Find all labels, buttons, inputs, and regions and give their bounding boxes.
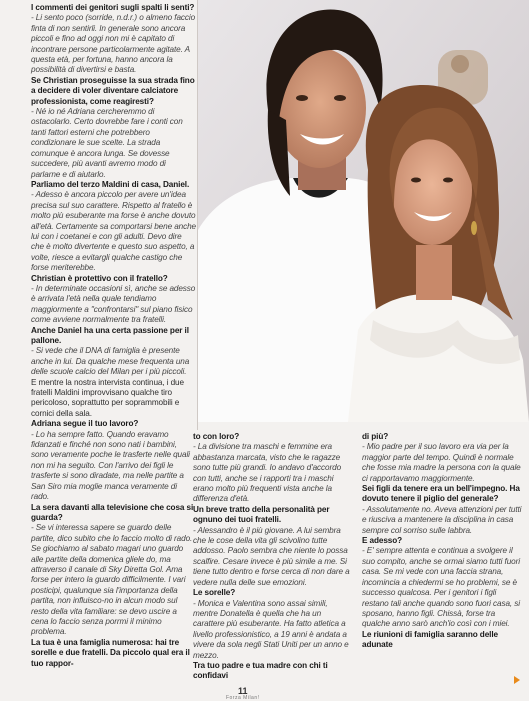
question: Tra tuo padre e tua madre con chi ti confidavi <box>193 660 328 681</box>
question: di più? <box>362 432 389 441</box>
answer: - Monica e Valentina sono assai simili, mentre Donatella è quella che ha un carattere più esuberante. Ha fatto atletica a livello professionistico, a 19 anni è andata a vivere da sola negli Stati Uniti per un anno e mezzo. <box>193 598 349 660</box>
question: La sera davanti alla televisione che cosa si guarda? <box>31 502 194 522</box>
answer: - E' sempre attenta e continua a svolgere il suo compito, anche se ormai siamo tutti fuori casa. Se mi vede con una faccia strana, incomincia a chiedermi se ho problemi, se è successo qualcosa. Per i genitori i figli restano tali anche quando sono fuori casa, si sposano, hanno figli. Chissà, forse tra qualche anno sarò anch'io così con i miei. <box>362 546 520 629</box>
question: Le sorelle? <box>193 588 236 598</box>
question: I commenti dei genitori sugli spalti li senti? <box>31 3 195 12</box>
narrative-text: E mentre la nostra intervista continua, i due fratelli Maldini improvvisano qualche tiro pericoloso, soprattutto per soprammobili e cornici della sala. <box>31 377 184 418</box>
answer: - Mio padre per il suo lavoro era via per la maggior parte del tempo. Quindi è normale che fosse mia madre la persona con la quale ci rapportavamo maggiormente. <box>362 442 521 483</box>
middle-column <box>193 432 351 682</box>
question: La tua è una famiglia numerosa: hai tre sorelle e due fratelli. Da piccolo qual era il tuo rappor- <box>31 637 190 668</box>
question: Se Christian proseguisse la sua strada fino a decidere di voler diventare calciatore professionista, come reagiresti? <box>31 75 195 106</box>
couple-photo <box>198 0 529 422</box>
question: Un breve tratto della personalità per ognuno dei tuoi fratelli. <box>193 504 330 525</box>
question: Le riunioni di famiglia saranno delle adunate <box>362 629 498 650</box>
answer: - Li sento poco (sorride, n.d.r.) o almeno faccio finta di non sentirli. In generale sono ancora piccoli e fino ad oggi non mi è capitato di incontrare persone particolarmente agitate. A questa età, per fortuna, hanno ancora la possibilità di divertirsi e basta. <box>31 13 196 75</box>
answer: - Adesso è ancora piccolo per avere un'idea precisa sul suo carattere. Rispetto al fratello è molto più esuberante ma forse è anche dovuto all'età. Certamente sa comportarsi bene anche lui con i coetanei e con gli adulti. Devo dire che è molto divertente e questo suo aspetto, a volte, riesce a evitargli qualche castigo che forse meriterebbe. <box>31 190 196 273</box>
answer: - In determinate occasioni sì, anche se adesso è arrivata l'età nella quale tendiamo maggiormente a "confrontarsi" sul piano fisico come avviene normalmente tra fratelli. <box>31 283 196 325</box>
question: Parliamo del terzo Maldini di casa, Daniel. <box>31 179 190 189</box>
question: Christian è protettivo con il fratello? <box>31 273 168 283</box>
answer: - Assolutamente no. Aveva attenzioni per tutti e riusciva a mantenere la disciplina in casa sempre col sorriso sulle labbra. <box>362 504 522 535</box>
question: Anche Daniel ha una certa passione per il pallone. <box>31 325 189 345</box>
question: Sei figli da tenere era un bell'impegno. Ha dovuto tenere il piglio del generale? <box>362 484 520 504</box>
answer: - La divisione tra maschi e femmine era abbastanza marcata, visto che le ragazze sono tutte più grandi. Io andavo d'accordo con tutti, anche se i rapporti tra i maschi erano molto più frequenti vista anche la differenza d'età. <box>193 442 342 504</box>
answer: - Se vi interessa sapere se guardo delle partite, dico subito che lo faccio molto di rado. Se giochiamo al sabato magari uno guardo alle partite della domenica gliele do, ma attraverso il canale di Sky Diretta Gol. Ama forse per intero la guardo difficilmente. I vari posticipi, qualunque sia l'importanza della partita, non influisco-no in alcun modo sul resto della vita familiare: se devo uscire a cena lo faccio senza porrmi il minimo problema. <box>31 523 193 637</box>
publication-name: Forza Milan! <box>226 695 260 701</box>
answer: - Alessandro è il più giovane. A lui sembra che le cose della vita gli scivolino tutte addosso. Paolo sembra che niente lo possa scalfire. Cesare invece è più simile a me. Si tiene tutto dentro e forse cerca di non dare a vedere nulla delle sue emozioni. <box>193 525 350 587</box>
left-column <box>31 3 196 669</box>
right-column <box>362 432 522 651</box>
question: to con loro? <box>193 432 240 441</box>
question: Adriana segue il tuo lavoro? <box>31 419 139 429</box>
answer: - Si vede che il DNA di famiglia è presente anche in lui. Da qualche mese frequenta una delle scuole calcio del Milan per i più piccoli. <box>31 346 190 377</box>
continue-arrow-icon <box>514 676 520 684</box>
answer: - Lo ha sempre fatto. Quando eravamo fidanzati e finché non sono nati i bambini, sono veramente poche le trasferte nelle quali non mi ha seguito. Con l'arrivo dei figli le trasferte si sono diradate, ma nelle partite a San Siro mia moglie manca veramente di rado. <box>31 429 190 502</box>
page-number: 11 <box>238 686 248 696</box>
question: E adesso? <box>362 536 403 546</box>
answer: - Né io né Adriana cercheremmo di ostacolarlo. Certo dovrebbe fare i conti con tanti fattori esterni che potrebbero condizionare le sue scelte. La strada comunque è ancora lunga. Se dovesse succedere, più avanti avremo modo di parlarne e di aiutarlo. <box>31 107 183 179</box>
